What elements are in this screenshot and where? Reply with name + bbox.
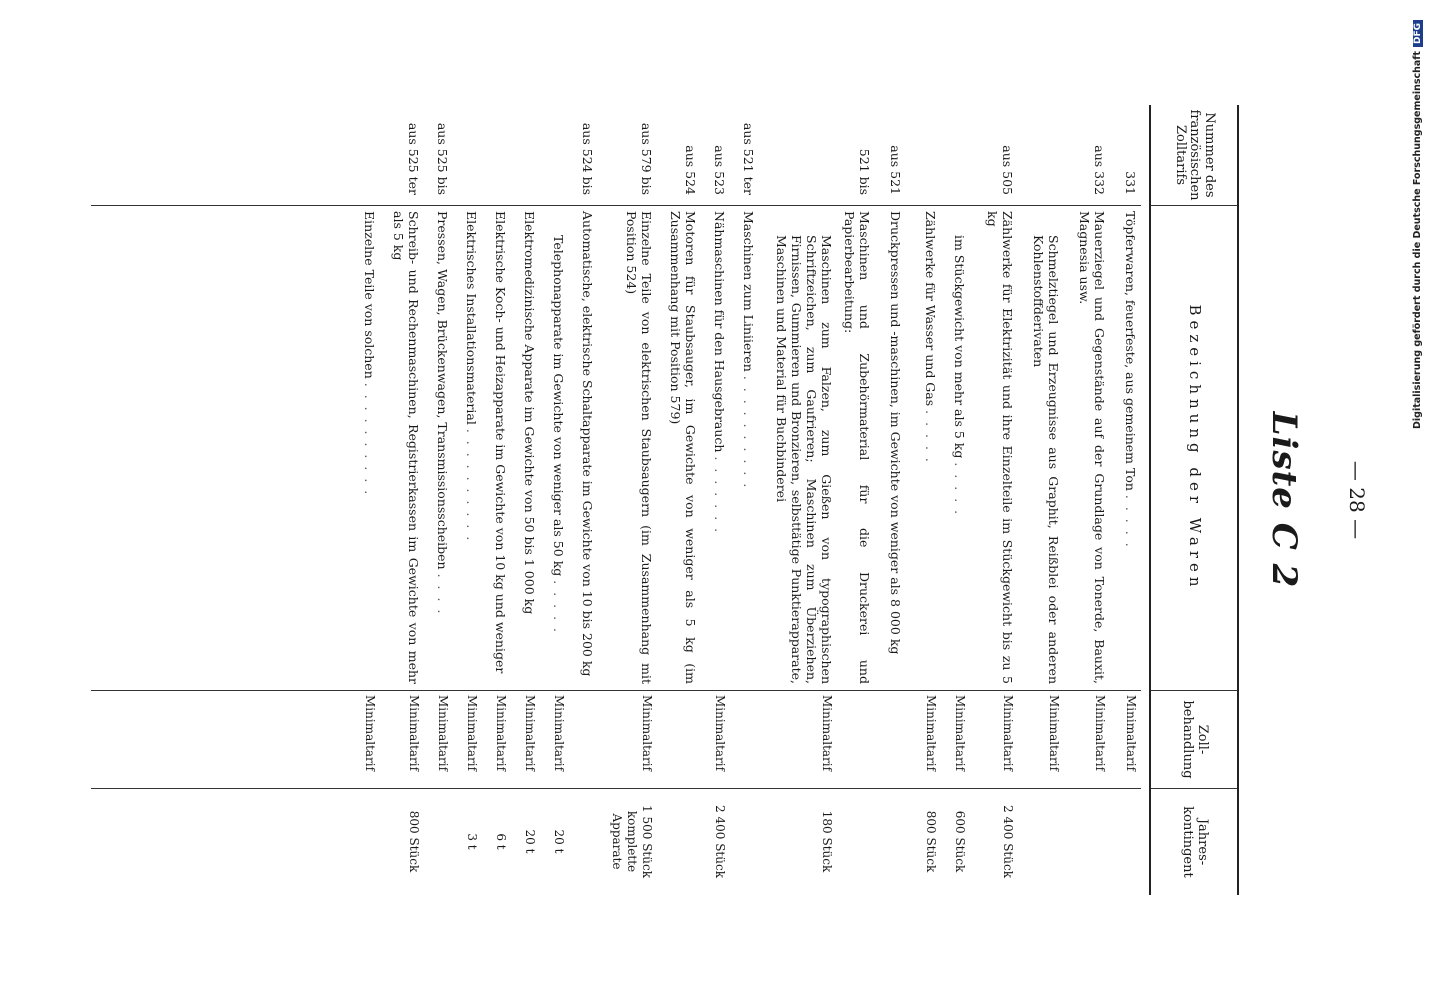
goods-description: Automatische, elektrische Schaltapparate im Gewichte von 10 bis 200 kg	[580, 211, 595, 677]
table-row	[519, 105, 540, 895]
treatment: Minimaltarif	[924, 695, 938, 772]
goods-description: Pressen, Wagen, Brückenwagen, Transmissionsscheiben . . . .	[435, 211, 450, 616]
table-row	[1028, 105, 1064, 895]
tariff-number: aus 579 bis	[639, 122, 654, 195]
table-row	[885, 105, 906, 895]
table-body	[91, 105, 1141, 895]
quota: 2 400 Stück	[713, 805, 727, 878]
tariff-number	[949, 105, 970, 205]
table-row	[839, 105, 875, 895]
table-row	[949, 105, 970, 895]
header-goods: Bezeichnung der Waren	[1151, 205, 1237, 690]
treatment: Minimaltarif	[363, 695, 377, 772]
quota: 1 500 Stück komplette Apparate	[610, 805, 654, 878]
goods-description: Elektromedizinische Apparate im Gewichte von 50 bis 1 000 kg	[522, 211, 537, 615]
table-row	[461, 105, 482, 895]
quota	[738, 788, 759, 895]
treatment: Minimaltarif	[713, 695, 727, 772]
table-row	[982, 105, 1018, 895]
quota: 180 Stück	[820, 810, 834, 873]
treatment: Minimaltarif	[1047, 695, 1061, 772]
tariff-number: aus 332	[1092, 145, 1107, 195]
goods-description: Telephonapparate im Gewichte von weniger als 50 kg . . . . .	[551, 235, 566, 635]
treatment	[665, 690, 701, 788]
tariff-number	[490, 105, 511, 205]
goods-description: im Stückgewicht von mehr als 5 kg . . . . .	[952, 235, 967, 517]
tariff-number	[359, 105, 380, 205]
goods-description: Nähmaschinen für den Hausgebrauch . . . . . . .	[712, 211, 727, 535]
table-row	[490, 105, 511, 895]
quota: 800 Stück	[407, 810, 421, 873]
treatment: Minimaltarif	[494, 695, 508, 772]
quota	[1074, 788, 1110, 895]
quota: 2 400 Stück	[1001, 805, 1015, 878]
tariff-number	[519, 105, 540, 205]
table-row	[709, 105, 730, 895]
goods-description: Maschinen zum Falzen, zum Gießen von typographischen Schriftzeichen, zum Gaufrieren; Maschinen zum Überziehen, Firnissen, Gummieren und Bronzieren, selbsttätige Punktierapparate, Maschinen und Material für Buchbinderei	[774, 235, 834, 684]
quota: 6 t	[494, 833, 508, 850]
tariff-number	[771, 105, 837, 205]
table-row	[1074, 105, 1110, 895]
quota	[359, 788, 380, 895]
tariff-number: aus 524 bis	[580, 122, 595, 195]
treatment: Minimaltarif	[1093, 695, 1107, 772]
treatment: Minimaltarif	[640, 695, 654, 772]
treatment: Minimaltarif	[820, 695, 834, 772]
table-row	[388, 105, 424, 895]
quota	[839, 788, 875, 895]
tariff-number: aus 521	[888, 145, 903, 195]
digitization-text: Digitalisierung gefördert durch die Deutsche Forschungsgemeinschaft	[1412, 51, 1423, 429]
list-title: Liste C 2	[1264, 411, 1304, 589]
treatment: Minimaltarif	[523, 695, 537, 772]
quota: 600 Stück	[953, 810, 967, 873]
quota	[665, 788, 701, 895]
header-quota: Jahres-kontingent	[1151, 788, 1237, 895]
goods-description: Einzelne Teile von elektrischen Staubsaugern (im Zusammenhang mit Position 524)	[624, 211, 654, 684]
header-number: Nummer des französischen Zolltarifs	[1172, 109, 1218, 201]
table-header	[1149, 105, 1239, 895]
goods-description: Mauerziegel und Gegenstände auf der Grundlage von Tonerde, Bauxit, Magnesia usw.	[1077, 211, 1107, 684]
page-number: — 28 —	[1345, 460, 1369, 540]
goods-description: Töpferwaren, feuerfeste, aus gemeinem Ton . . . . .	[1123, 211, 1138, 549]
goods-description: Schmelztiegel und Erzeugnisse aus Graphit, Reißblei oder anderen Kohlenstoffderivaten	[1031, 235, 1061, 684]
tariff-number: aus 505	[1000, 145, 1015, 195]
treatment: Minimaltarif	[1001, 695, 1015, 772]
dfg-logo: DFG	[1413, 20, 1423, 47]
goods-description: Druckpressen und -maschinen, im Gewichte von weniger als 8 000 kg	[888, 211, 903, 655]
treatment: Minimaltarif	[1124, 695, 1138, 772]
quota: 20 t	[523, 829, 537, 854]
table-row	[548, 105, 569, 895]
table-row	[432, 105, 453, 895]
tariff-table	[91, 105, 1239, 895]
goods-description: Schreib- und Rechenmaschinen, Registrierkassen im Gewichte von mehr als 5 kg	[391, 211, 421, 684]
goods-description: Zählwerke für Wasser und Gas . . . . .	[923, 211, 938, 464]
goods-description: Maschinen und Zubehörmaterial für die Druckerei und Papierbearbeitung:	[842, 211, 872, 684]
quota	[885, 788, 906, 895]
quota: 3 t	[465, 833, 479, 850]
tariff-number	[461, 105, 482, 205]
tariff-number	[1028, 105, 1064, 205]
treatment	[885, 690, 906, 788]
table-row	[606, 105, 657, 895]
tariff-number: 331	[1123, 171, 1138, 195]
quota: 20 t	[552, 829, 566, 854]
table-row	[920, 105, 941, 895]
treatment	[738, 690, 759, 788]
goods-description: Einzelne Teile von solchen . . . . . . . . . .	[362, 211, 377, 497]
treatment: Minimaltarif	[552, 695, 566, 772]
tariff-number: aus 523	[712, 145, 727, 195]
header-treatment: Zoll-behandlung	[1151, 690, 1237, 788]
treatment	[577, 690, 598, 788]
tariff-number: aus 524	[683, 145, 698, 195]
tariff-number: aus 525 bis	[435, 122, 450, 195]
goods-description: Elektrische Koch- und Heizapparate im Gewichte von 10 kg und weniger	[493, 211, 508, 674]
goods-description: Elektrisches Installationsmaterial . . . . . . . . . .	[464, 211, 479, 543]
tariff-number: 521 bis	[857, 148, 872, 195]
table-row	[771, 105, 837, 895]
treatment: Minimaltarif	[407, 695, 421, 772]
goods-description: Maschinen zum Liniieren . . . . . . . . . .	[741, 211, 756, 490]
table-row	[665, 105, 701, 895]
tariff-number: aus 521 ter	[741, 122, 756, 195]
table-row	[359, 105, 380, 895]
quota	[432, 788, 453, 895]
quota	[577, 788, 598, 895]
table-row	[1120, 105, 1141, 895]
quota: 800 Stück	[924, 810, 938, 873]
treatment: Minimaltarif	[436, 695, 450, 772]
quota	[1028, 788, 1064, 895]
goods-description: Zählwerke für Elektrizität und ihre Einzelteile im Stückgewicht bis zu 5 kg	[985, 211, 1015, 684]
tariff-number: aus 525 ter	[406, 122, 421, 195]
table-row	[738, 105, 759, 895]
treatment: Minimaltarif	[465, 695, 479, 772]
tariff-number	[548, 105, 569, 205]
treatment: Minimaltarif	[953, 695, 967, 772]
goods-description: Motoren für Staubsauger, im Gewichte von weniger als 5 kg (im Zusammenhang mit Position 579)	[668, 211, 698, 684]
treatment	[839, 690, 875, 788]
digitization-note	[1412, 0, 1434, 1000]
tariff-number	[920, 105, 941, 205]
table-row	[577, 105, 598, 895]
quota	[1120, 788, 1141, 895]
